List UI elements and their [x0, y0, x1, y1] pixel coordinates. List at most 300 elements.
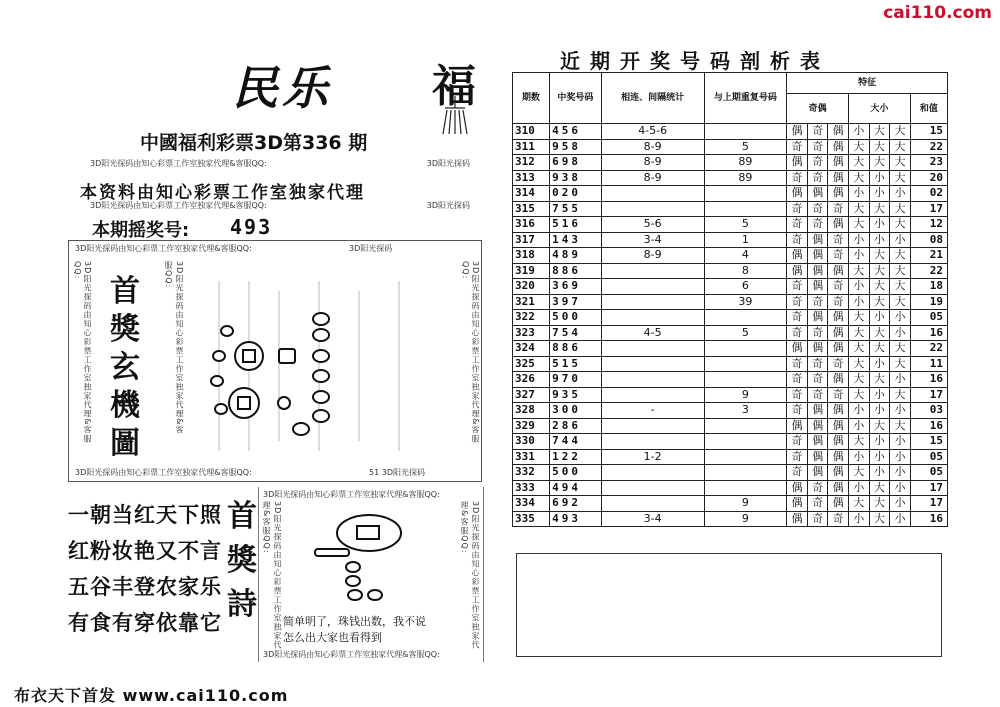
issue-cell: 316	[513, 217, 550, 233]
feature-cell: 大	[848, 139, 869, 155]
feature-cell: 偶	[787, 341, 808, 357]
feature-cell: 奇	[807, 124, 828, 140]
logo-text: 民乐	[232, 61, 332, 115]
feature-cell: 大	[869, 511, 890, 527]
issue-cell: 335	[513, 511, 550, 527]
ingot-icon	[279, 349, 295, 363]
number-cell: 754	[550, 325, 602, 341]
adjacent-cell	[601, 465, 704, 481]
repeat-cell: 8	[704, 263, 786, 279]
feature-cell: 大	[890, 263, 911, 279]
feature-cell: 小	[890, 480, 911, 496]
feature-cell: 大	[890, 341, 911, 357]
feature-cell: 偶	[828, 449, 849, 465]
feature-cell: 奇	[807, 496, 828, 512]
results-table-body	[513, 124, 948, 527]
table-row	[513, 434, 948, 450]
feature-cell: 偶	[807, 263, 828, 279]
number-cell: 886	[550, 263, 602, 279]
feature-cell: 奇	[787, 232, 808, 248]
fu-character: 福	[432, 61, 476, 112]
number-cell: 143	[550, 232, 602, 248]
issue-cell: 319	[513, 263, 550, 279]
feature-cell: 大	[848, 310, 869, 326]
feature-cell: 偶	[828, 403, 849, 419]
feature-cell: 小	[848, 480, 869, 496]
sum-cell: 22	[910, 139, 947, 155]
feature-cell: 偶	[828, 186, 849, 202]
repeat-cell	[704, 341, 786, 357]
issue-cell: 318	[513, 248, 550, 264]
table-row	[513, 325, 948, 341]
feature-cell: 奇	[807, 480, 828, 496]
issue-cell: 313	[513, 170, 550, 186]
repeat-cell	[704, 434, 786, 450]
table-row	[513, 496, 948, 512]
feature-cell: 奇	[828, 294, 849, 310]
table-row	[513, 372, 948, 388]
footer-text: 布衣天下首发 www.cai110.com	[14, 686, 289, 705]
feature-cell: 大	[890, 279, 911, 295]
feature-cell: 小	[890, 449, 911, 465]
feature-cell: 偶	[787, 480, 808, 496]
repeat-cell	[704, 418, 786, 434]
feature-cell: 奇	[787, 170, 808, 186]
agency-small-top-right: 3D阳光探码	[426, 159, 470, 168]
adjacent-cell	[601, 434, 704, 450]
feature-cell: 大	[890, 170, 911, 186]
sum-cell: 03	[910, 403, 947, 419]
sum-cell: 17	[910, 480, 947, 496]
sum-cell: 17	[910, 496, 947, 512]
feature-cell: 大	[869, 124, 890, 140]
adjacent-cell	[601, 356, 704, 372]
agency-big: 本资料由知心彩票工作室独家代理	[80, 183, 365, 203]
feature-cell: 小	[869, 310, 890, 326]
feature-cell: 小	[869, 403, 890, 419]
coin-icon	[235, 342, 263, 370]
small-coin-icon	[278, 397, 290, 409]
feature-cell: 大	[890, 217, 911, 233]
issue-cell: 320	[513, 279, 550, 295]
sum-cell: 21	[910, 248, 947, 264]
issue-cell: 323	[513, 325, 550, 341]
feature-cell: 偶	[807, 279, 828, 295]
feature-cell: 小	[890, 434, 911, 450]
feature-cell: 大	[890, 418, 911, 434]
table-row	[513, 294, 948, 310]
issue-cell: 330	[513, 434, 550, 450]
feature-cell: 小	[890, 372, 911, 388]
feature-cell: 小	[848, 124, 869, 140]
feature-cell: 偶	[828, 496, 849, 512]
issue-cell: 334	[513, 496, 550, 512]
feature-cell: 偶	[787, 496, 808, 512]
adjacent-cell: 8-9	[601, 155, 704, 171]
feature-cell: 偶	[787, 124, 808, 140]
number-cell: 755	[550, 201, 602, 217]
table-row	[513, 356, 948, 372]
feature-cell: 小	[890, 403, 911, 419]
feature-cell: 偶	[807, 465, 828, 481]
feature-cell: 偶	[807, 186, 828, 202]
feature-cell: 小	[890, 232, 911, 248]
feature-cell: 奇	[807, 372, 828, 388]
vertical-title-char: 首	[110, 274, 140, 309]
adjacent-cell: 5-6	[601, 217, 704, 233]
adjacent-cell	[601, 496, 704, 512]
feature-cell: 小	[848, 186, 869, 202]
issue-cell: 317	[513, 232, 550, 248]
feature-cell: 大	[890, 294, 911, 310]
feature-cell: 大	[848, 356, 869, 372]
repeat-cell	[704, 201, 786, 217]
feature-cell: 奇	[828, 232, 849, 248]
feature-cell: 奇	[807, 217, 828, 233]
feature-cell: 奇	[787, 310, 808, 326]
feature-cell: 奇	[787, 356, 808, 372]
feature-cell: 大	[890, 139, 911, 155]
repeat-cell: 5	[704, 325, 786, 341]
sum-cell: 16	[910, 511, 947, 527]
feature-cell: 大	[848, 496, 869, 512]
feature-cell: 大	[848, 465, 869, 481]
feature-cell: 小	[848, 403, 869, 419]
header-sum: 和值	[910, 94, 947, 124]
feature-cell: 大	[848, 217, 869, 233]
feature-cell: 偶	[787, 186, 808, 202]
issue-cell: 310	[513, 124, 550, 140]
repeat-cell: 9	[704, 511, 786, 527]
number-cell: 494	[550, 480, 602, 496]
number-cell: 515	[550, 356, 602, 372]
feature-cell: 大	[848, 341, 869, 357]
feature-cell: 奇	[787, 465, 808, 481]
table-row	[513, 201, 948, 217]
adjacent-cell	[601, 263, 704, 279]
sum-cell: 17	[910, 201, 947, 217]
poem-title-char: 首	[227, 499, 257, 534]
header-issue: 期数	[513, 73, 550, 124]
feature-cell: 偶	[807, 434, 828, 450]
feature-cell: 小	[848, 279, 869, 295]
repeat-cell: 6	[704, 279, 786, 295]
tassel-icon	[425, 96, 485, 136]
feature-cell: 大	[890, 155, 911, 171]
number-cell: 020	[550, 186, 602, 202]
header-big-small: 大小	[848, 94, 910, 124]
feature-cell: 偶	[828, 170, 849, 186]
header-number: 中奖号码	[550, 73, 602, 124]
agency-small-bottom: 3D阳光探码由知心彩票工作室独家代理&客服QQ:	[90, 201, 267, 210]
adjacent-cell: 8-9	[601, 139, 704, 155]
table-row	[513, 403, 948, 419]
feature-cell: 奇	[787, 449, 808, 465]
repeat-cell: 3	[704, 403, 786, 419]
repeat-cell: 1	[704, 232, 786, 248]
issue-cell: 331	[513, 449, 550, 465]
puzzle-box-agency-top-right: 3D阳光探码	[349, 244, 393, 253]
feature-cell: 奇	[807, 294, 828, 310]
issue-line: 中國福利彩票3D第336 期	[140, 132, 368, 154]
sum-cell: 05	[910, 310, 947, 326]
feature-cell: 偶	[828, 217, 849, 233]
feature-cell: 奇	[828, 356, 849, 372]
feature-cell: 大	[869, 201, 890, 217]
poem-line: 有食有穿依靠它	[68, 611, 222, 635]
repeat-cell: 39	[704, 294, 786, 310]
table-row	[513, 232, 948, 248]
feature-cell: 偶	[807, 232, 828, 248]
feature-cell: 偶	[807, 403, 828, 419]
feature-cell: 小	[869, 465, 890, 481]
table-row	[513, 186, 948, 202]
header-features: 特征	[787, 73, 948, 94]
feature-cell: 大	[848, 155, 869, 171]
feature-cell: 大	[848, 387, 869, 403]
feature-cell: 奇	[807, 201, 828, 217]
adjacent-cell: 4-5-6	[601, 124, 704, 140]
feature-cell: 大	[848, 170, 869, 186]
feature-cell: 大	[869, 418, 890, 434]
coin-icon	[229, 388, 259, 418]
sum-cell: 11	[910, 356, 947, 372]
table-row	[513, 217, 948, 233]
results-table	[512, 72, 948, 527]
feature-cell: 小	[890, 511, 911, 527]
issue-cell: 332	[513, 465, 550, 481]
sum-cell: 20	[910, 170, 947, 186]
sum-cell: 17	[910, 387, 947, 403]
feature-cell: 小	[869, 186, 890, 202]
hint-box-agency-top: 3D阳光探码由知心彩票工作室独家代理&客服QQ:	[263, 490, 440, 499]
issue-cell: 314	[513, 186, 550, 202]
repeat-cell	[704, 480, 786, 496]
feature-cell: 大	[890, 387, 911, 403]
number-cell: 122	[550, 449, 602, 465]
vertical-title-char: 玄	[110, 350, 140, 385]
feature-cell: 小	[869, 387, 890, 403]
number-cell: 516	[550, 217, 602, 233]
issue-cell: 329	[513, 418, 550, 434]
number-cell: 493	[550, 511, 602, 527]
feature-cell: 小	[848, 511, 869, 527]
adjacent-cell	[601, 186, 704, 202]
adjacent-cell	[601, 341, 704, 357]
feature-cell: 奇	[787, 279, 808, 295]
vertical-title	[103, 273, 147, 463]
number-cell: 489	[550, 248, 602, 264]
adjacent-cell: 3-4	[601, 232, 704, 248]
feature-cell: 大	[869, 480, 890, 496]
coin-stack-drawing	[309, 509, 429, 609]
feature-cell: 小	[869, 232, 890, 248]
feature-cell: 奇	[828, 201, 849, 217]
feature-cell: 偶	[828, 263, 849, 279]
issue-cell: 324	[513, 341, 550, 357]
issue-cell: 325	[513, 356, 550, 372]
issue-cell: 326	[513, 372, 550, 388]
feature-cell: 小	[869, 356, 890, 372]
feature-cell: 偶	[828, 139, 849, 155]
feature-cell: 偶	[828, 325, 849, 341]
feature-cell: 偶	[828, 310, 849, 326]
sum-cell: 08	[910, 232, 947, 248]
feature-cell: 奇	[787, 139, 808, 155]
adjacent-cell	[601, 418, 704, 434]
feature-cell: 偶	[807, 248, 828, 264]
number-cell: 500	[550, 465, 602, 481]
puzzle-box-agency-left: 3D阳光探码由知心彩票工作室独家代理&客服QQ:	[73, 261, 92, 444]
adjacent-cell	[601, 372, 704, 388]
issue-cell: 327	[513, 387, 550, 403]
feature-cell: 小	[869, 170, 890, 186]
repeat-cell	[704, 372, 786, 388]
results-table-wrapper	[512, 72, 948, 527]
agency-small-top: 3D阳光探码由知心彩票工作室独家代理&客服QQ:	[90, 159, 267, 168]
poem-title	[224, 495, 260, 627]
feature-cell: 大	[848, 372, 869, 388]
puzzle-box-agency-inner: 3D阳光探码由知心彩票工作室独家代理&客服QQ:	[164, 261, 184, 435]
repeat-cell: 89	[704, 170, 786, 186]
number-cell: 397	[550, 294, 602, 310]
feature-cell: 奇	[807, 139, 828, 155]
feature-cell: 奇	[807, 511, 828, 527]
feature-cell: 奇	[828, 279, 849, 295]
feature-cell: 偶	[787, 155, 808, 171]
draw-number: 493	[230, 215, 273, 239]
feature-cell: 大	[890, 356, 911, 372]
feature-cell: 大	[890, 124, 911, 140]
table-row	[513, 279, 948, 295]
repeat-cell: 89	[704, 155, 786, 171]
puzzle-box-agency-bottom-right: 51 3D阳光探码	[369, 468, 425, 477]
feature-cell: 奇	[807, 325, 828, 341]
feature-cell: 奇	[807, 170, 828, 186]
feature-cell: 大	[848, 434, 869, 450]
feature-cell: 奇	[787, 372, 808, 388]
puzzle-box	[68, 240, 482, 482]
table-row	[513, 248, 948, 264]
repeat-cell: 5	[704, 217, 786, 233]
feature-cell: 大	[890, 201, 911, 217]
table-title: 近期开奖号码剖析表	[560, 49, 830, 73]
puzzle-box-agency-bottom: 3D阳光探码由知心彩票工作室独家代理&客服QQ:	[75, 468, 252, 477]
feature-cell: 偶	[828, 434, 849, 450]
table-row	[513, 465, 948, 481]
issue-cell: 333	[513, 480, 550, 496]
feature-cell: 大	[869, 263, 890, 279]
number-cell: 692	[550, 496, 602, 512]
feature-cell: 偶	[828, 372, 849, 388]
feature-cell: 偶	[807, 418, 828, 434]
sum-cell: 23	[910, 155, 947, 171]
table-row	[513, 263, 948, 279]
agency-small-bottom-right: 3D阳光探码	[426, 201, 470, 210]
adjacent-cell	[601, 387, 704, 403]
feature-cell: 小	[890, 465, 911, 481]
feature-cell: 奇	[787, 387, 808, 403]
sum-cell: 15	[910, 124, 947, 140]
sum-cell: 05	[910, 449, 947, 465]
number-cell: 698	[550, 155, 602, 171]
poem-line: 五谷丰登农家乐	[68, 575, 222, 599]
feature-cell: 大	[869, 155, 890, 171]
puzzle-box-agency-top: 3D阳光探码由知心彩票工作室独家代理&客服QQ:	[75, 244, 252, 253]
feature-cell: 大	[869, 294, 890, 310]
feature-cell: 偶	[828, 341, 849, 357]
table-row	[513, 341, 948, 357]
feature-cell: 偶	[787, 263, 808, 279]
feature-cell: 奇	[807, 356, 828, 372]
poem-block	[68, 497, 222, 641]
number-cell: 886	[550, 341, 602, 357]
feature-cell: 奇	[787, 434, 808, 450]
table-row	[513, 449, 948, 465]
sum-cell: 02	[910, 186, 947, 202]
feature-cell: 奇	[828, 248, 849, 264]
vertical-title-char: 獎	[110, 312, 140, 347]
feature-cell: 大	[890, 248, 911, 264]
number-cell: 500	[550, 310, 602, 326]
feature-cell: 奇	[787, 325, 808, 341]
hint-box-agency-left: 3D阳光探码由知心彩票工作室独家代理&客服QQ:	[262, 501, 282, 650]
feature-cell: 大	[848, 325, 869, 341]
table-row	[513, 124, 948, 140]
repeat-cell	[704, 449, 786, 465]
feature-cell: 偶	[787, 418, 808, 434]
site-watermark: cai110.com	[883, 3, 992, 23]
feature-cell: 奇	[807, 387, 828, 403]
repeat-cell	[704, 356, 786, 372]
feature-cell: 偶	[807, 449, 828, 465]
sum-cell: 15	[910, 434, 947, 450]
sum-cell: 16	[910, 418, 947, 434]
adjacent-cell: 8-9	[601, 248, 704, 264]
header-repeat: 与上期重复号码	[704, 73, 786, 124]
hint-box-agency-bottom: 3D阳光探码由知心彩票工作室独家代理&客服QQ:	[263, 650, 440, 659]
feature-cell: 偶	[828, 155, 849, 171]
number-cell: 958	[550, 139, 602, 155]
adjacent-cell: 4-5	[601, 325, 704, 341]
hint-box	[258, 487, 484, 662]
header-adjacent: 相连、间隔统计	[601, 73, 704, 124]
poem-line: 一朝当红天下照	[68, 503, 222, 527]
draw-label: 本期摇奖号:	[92, 220, 190, 241]
feature-cell: 小	[848, 248, 869, 264]
adjacent-cell	[601, 279, 704, 295]
repeat-cell	[704, 124, 786, 140]
coin-puzzle-drawing	[209, 261, 439, 461]
sum-cell: 19	[910, 294, 947, 310]
repeat-cell: 5	[704, 139, 786, 155]
feature-cell: 偶	[787, 511, 808, 527]
poem-title-char: 獎	[227, 543, 257, 578]
poem-title-char: 詩	[227, 587, 257, 622]
issue-cell: 315	[513, 201, 550, 217]
feature-cell: 小	[848, 294, 869, 310]
issue-cell: 322	[513, 310, 550, 326]
table-row	[513, 170, 948, 186]
number-cell: 935	[550, 387, 602, 403]
feature-cell: 奇	[807, 155, 828, 171]
adjacent-cell	[601, 294, 704, 310]
sum-cell: 18	[910, 279, 947, 295]
repeat-cell	[704, 310, 786, 326]
feature-cell: 大	[869, 248, 890, 264]
puzzle-box-agency-right: 3D阳光探码由知心彩票工作室独家代理&客服QQ:	[461, 261, 480, 444]
hint-line-2: 怎么出大家也看得到	[283, 631, 382, 644]
